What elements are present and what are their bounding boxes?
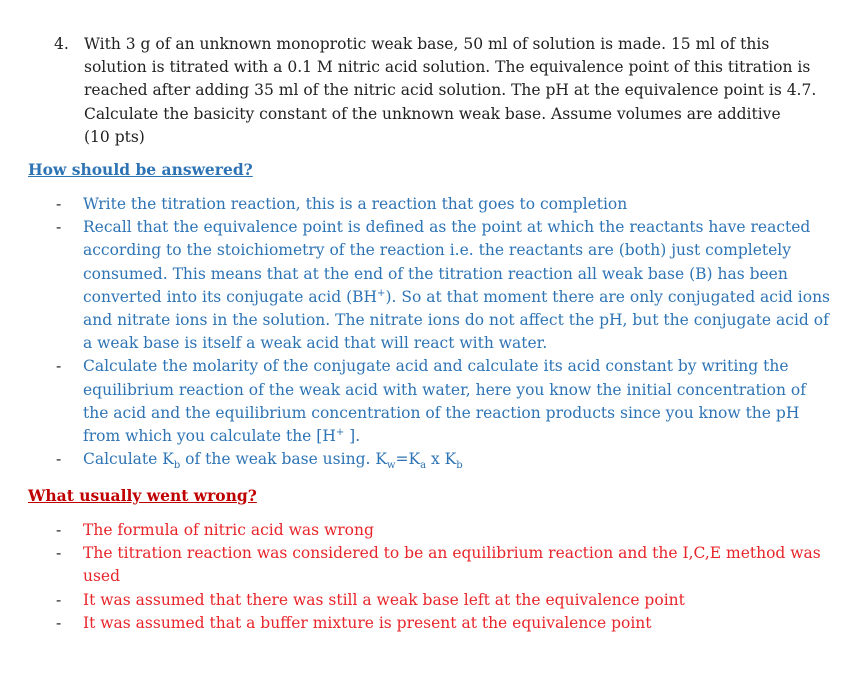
subscript-b2: b <box>456 460 463 472</box>
formula-prefix: Calculate K <box>83 450 174 469</box>
list-item <box>56 448 831 471</box>
dash-bullet: - <box>56 450 62 469</box>
dash-bullet: - <box>56 218 62 237</box>
list-item <box>56 519 831 542</box>
question-text: With 3 g of an unknown monoprotic weak base, 50 ml of solution is made. 15 ml of this solution is titrated with a 0.1 M nitric acid solution. The equivalence point of this titration is reached after adding 35 ml of the nitric acid solution. The pH at the equivalence point is 4.7. Calculate the basicity constant of the unknown weak base. Assume volumes are additive <box>84 35 817 123</box>
dash-bullet: - <box>56 521 62 539</box>
answer-list <box>56 193 831 471</box>
question-points: (10 pts) <box>84 127 145 146</box>
answer-item-text-tail: ). So at that moment there are only conjugated acid ions and nitrate ions in the solution. The nitrate ions do not affect the pH, but the conjugate acid of a weak base is itself a weak acid that will react with water. <box>83 287 831 353</box>
formula-x: x K <box>426 450 457 469</box>
superscript-plus: + <box>335 426 345 438</box>
list-item <box>56 542 831 588</box>
answer-item-text: Write the titration reaction, this is a reaction that goes to completion <box>83 195 628 213</box>
answer-item-text: Calculate the molarity of the conjugate acid and calculate its acid constant by writing the equilibrium reaction of the weak acid with water, here you know the initial concentration of the acid and the equilibrium concentration of the reaction products since you know the pH from which you calculate the [H <box>83 357 806 446</box>
superscript-plus: + <box>377 287 386 299</box>
answer-item-text-tail: ]. <box>344 427 361 446</box>
subscript-w: w <box>386 460 396 472</box>
wrong-item-text: It was assumed that there was still a weak base left at the equivalence point <box>83 590 685 609</box>
dash-bullet: - <box>56 544 62 563</box>
answer-heading: How should be answered? <box>28 160 253 179</box>
wrong-item-text: The formula of nitric acid was wrong <box>83 521 374 539</box>
subscript-a: a <box>420 460 427 472</box>
wrong-list <box>56 519 831 635</box>
list-item <box>56 612 831 635</box>
dash-bullet: - <box>56 357 62 376</box>
wrong-heading: What usually went wrong? <box>28 486 257 505</box>
subscript-b: b <box>173 460 181 472</box>
formula-mid: of the weak base using. K <box>180 450 387 469</box>
question-number: 4. <box>54 35 69 53</box>
answer-item-text: Recall that the equivalence point is defined as the point at which the reactants have reacted according to the stoichiometry of the reaction i.e. the reactants are (both) just completely consumed. This means that at the end of the titration reaction all weak base (B) has been converted into its conjugate acid (BH <box>83 218 811 306</box>
wrong-item-text: It was assumed that a buffer mixture is present at the equivalence point <box>83 613 652 632</box>
dash-bullet: - <box>56 590 62 609</box>
wrong-item-text: The titration reaction was considered to be an equilibrium reaction and the I,C,E method was used <box>83 544 821 586</box>
question-text-wrap <box>84 33 824 149</box>
list-item <box>56 355 831 448</box>
list-item <box>56 216 831 355</box>
list-item <box>56 589 831 612</box>
list-item <box>56 193 831 216</box>
dash-bullet: - <box>56 613 62 632</box>
question-block <box>54 33 824 149</box>
dash-bullet: - <box>56 195 62 213</box>
formula-eq: =K <box>395 450 421 469</box>
